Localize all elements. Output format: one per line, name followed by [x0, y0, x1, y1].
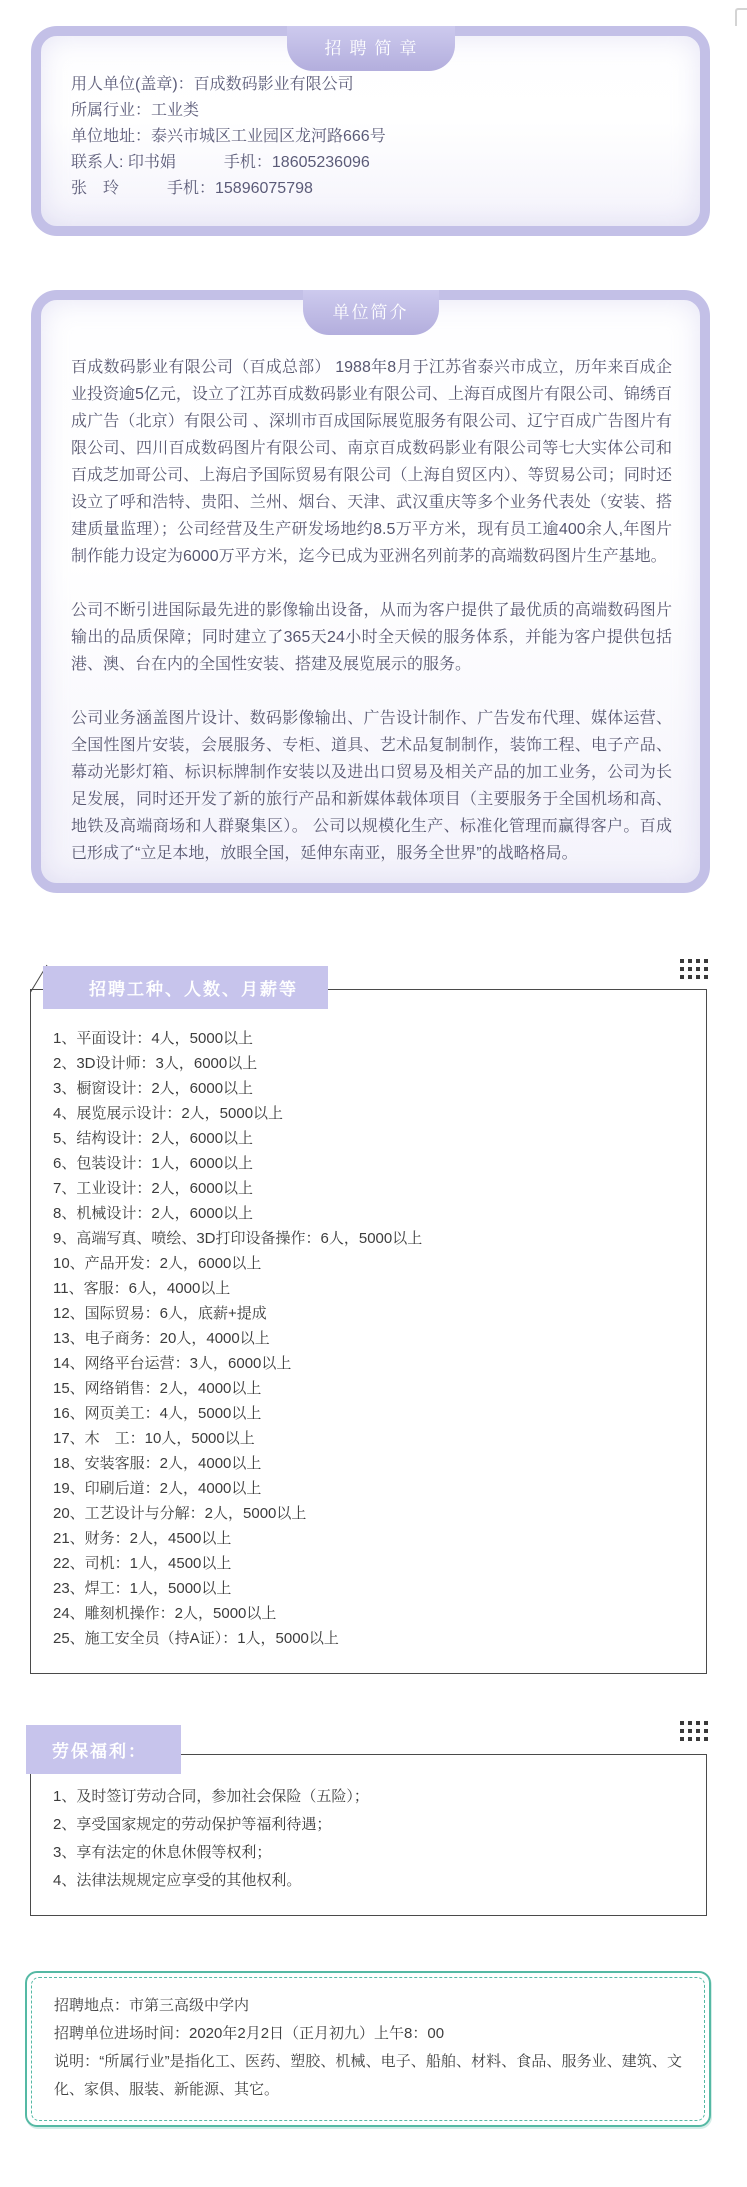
notice-inner — [31, 1977, 705, 2121]
job-item: 15、网络销售：2人，4000以上 — [53, 1380, 262, 1397]
job-item: 19、印刷后道：2人，4000以上 — [53, 1480, 262, 1497]
notice-line: 招聘地点：市第三高级中学内 — [54, 1997, 250, 2014]
job-item: 2、3D设计师：3人，6000以上 — [53, 1055, 258, 1072]
job-item: 3、橱窗设计：2人，6000以上 — [53, 1080, 254, 1097]
jobs-title: 招聘工种、人数、月薪等 — [89, 980, 298, 999]
notice-line: 招聘单位进场时间：2020年2月2日（正月初九）上午8：00 — [54, 2025, 445, 2042]
info-line: 单位地址：泰兴市城区工业园区龙河路666号 — [71, 128, 386, 145]
welfare-item: 3、享有法定的休息休假等权利； — [53, 1844, 272, 1861]
intro-paragraph: 百成数码影业有限公司（百成总部） 1988年8月于江苏省泰兴市成立，历年来百成企业投资逾5亿元，设立了江苏百成数码影业有限公司、上海百成图片有限公司、锦绣百成广告（北京）有限公司 、深圳市百成国际展览服务有限公司、辽宁百成广告图片有限公司、四川百成数码图片有限公司、南京百成数码影业有限公司等七大实体公司和百成芝加哥公司、上海启予国际贸易有限公司（上海自贸区内）、等贸易公司；同时还设立了呼和浩特、贵阳、兰州、烟台、天津、武汉重庆等多个业务代表处（安装、搭建质量监理）；公司经营及生产研发场地约8.5万平方米，现有员工逾400余人,年图片制作能力设定为6000万平方米，迄今已成为亚洲名列前茅的高端数码图片生产基地。 — [71, 359, 672, 565]
company-profile-tab — [303, 290, 439, 335]
welfare-title: 劳保福利： — [52, 1742, 147, 1761]
welfare-list — [53, 1783, 688, 1895]
welfare-box — [30, 1742, 707, 1916]
jobs-tab — [43, 966, 328, 1009]
recruit-brief-tab — [287, 26, 455, 71]
job-item: 11、客服：6人，4000以上 — [53, 1280, 231, 1297]
job-item: 16、网页美工：4人，5000以上 — [53, 1405, 262, 1422]
intro-paragraph: 公司业务涵盖图片设计、数码影像输出、广告设计制作、广告发布代理、媒体运营、全国性图片安装，会展服务、专柜、道具、艺术品复制制作，装饰工程、电子产品、幕动光影灯箱、标识标牌制作安装以及进出口贸易及相关产品的加工业务，公司为长足发展，同时还开发了新的旅行产品和新媒体载体项目（主要服务于全国机场和高、地铁及高端商场和人群聚集区）。 公司以规模化生产、标准化管理而赢得客户。百成已形成了“立足本地，放眼全国，延伸东南亚，服务全世界”的战略格局。 — [71, 710, 672, 862]
job-item: 14、网络平台运营：3人，6000以上 — [53, 1355, 292, 1372]
company-profile-card — [31, 290, 710, 893]
dots-grid-icon — [680, 1721, 708, 1741]
info-line: 联系人: 印书娟 手机：18605236096 — [71, 154, 370, 171]
job-item: 6、包装设计：1人，6000以上 — [53, 1155, 254, 1172]
job-item: 12、国际贸易：6人，底薪+提成 — [53, 1305, 267, 1322]
company-profile-body — [41, 300, 700, 883]
info-line: 用人单位(盖章)：百成数码影业有限公司 — [71, 76, 354, 93]
job-item: 4、展览展示设计：2人，5000以上 — [53, 1105, 284, 1122]
job-item: 10、产品开发：2人，6000以上 — [53, 1255, 262, 1272]
job-item: 5、结构设计：2人，6000以上 — [53, 1130, 254, 1147]
job-item: 17、木 工：10人，5000以上 — [53, 1430, 255, 1447]
intro-paragraph: 公司不断引进国际最先进的影像输出设备，从而为客户提供了最优质的高端数码图片输出的品质保障；同时建立了365天24小时全天候的服务体系，并能为客户提供包括港、澳、台在内的全国性安装、搭建及展览展示的服务。 — [71, 602, 672, 673]
job-item: 7、工业设计：2人，6000以上 — [53, 1180, 254, 1197]
jobs-box — [30, 980, 707, 1674]
job-item: 22、司机：1人，4500以上 — [53, 1555, 232, 1572]
job-item: 1、平面设计：4人，5000以上 — [53, 1030, 254, 1047]
notice-box — [25, 1971, 711, 2127]
job-list — [53, 1026, 688, 1651]
job-item: 20、工艺设计与分解：2人，5000以上 — [53, 1505, 307, 1522]
welfare-item: 4、法律法规规定应享受的其他权利。 — [53, 1872, 302, 1889]
info-line: 所属行业：工业类 — [71, 102, 200, 119]
recruit-brief-title: 招聘简章 — [324, 39, 425, 58]
cropped-corner-mark — [735, 8, 747, 26]
welfare-tab — [26, 1725, 181, 1774]
job-item: 18、安装客服：2人，4000以上 — [53, 1455, 262, 1472]
job-item: 24、雕刻机操作：2人，5000以上 — [53, 1605, 277, 1622]
welfare-item: 1、及时签订劳动合同，参加社会保险（五险）； — [53, 1788, 369, 1805]
job-item: 25、施工安全员（持A证）：1人，5000以上 — [53, 1630, 339, 1647]
job-item: 8、机械设计：2人，6000以上 — [53, 1205, 254, 1222]
job-item: 21、财务：2人，4500以上 — [53, 1530, 232, 1547]
welfare-item: 2、享受国家规定的劳动保护等福利待遇； — [53, 1816, 332, 1833]
info-line: 张 玲 手机：15896075798 — [71, 180, 313, 197]
recruit-brief-card — [31, 26, 710, 236]
job-item: 9、高端写真、喷绘、3D打印设备操作：6人，5000以上 — [53, 1230, 423, 1247]
job-item: 13、电子商务：20人，4000以上 — [53, 1330, 270, 1347]
notice-line: 说明：“所属行业”是指化工、医药、塑胶、机械、电子、船舶、材料、食品、服务业、建筑、文化、家俱、服装、新能源、其它。 — [54, 2053, 682, 2098]
dots-grid-icon — [680, 959, 708, 979]
job-item: 23、焊工：1人，5000以上 — [53, 1580, 232, 1597]
company-profile-title: 单位简介 — [332, 303, 409, 322]
